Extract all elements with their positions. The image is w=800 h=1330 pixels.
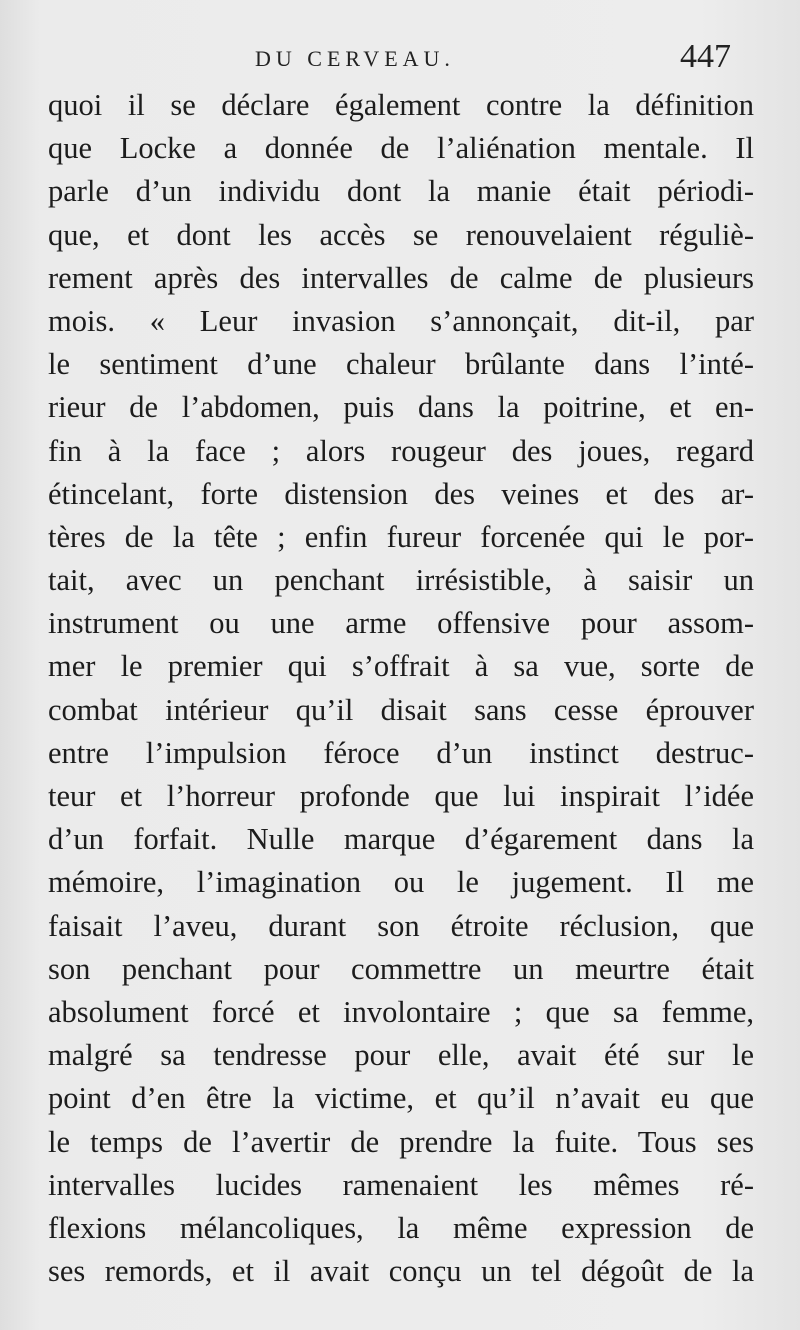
running-head [0, 38, 800, 82]
text-line: intervalles lucides ramenaient les mêmes ré- [48, 1167, 754, 1202]
text-line: que Locke a donnée de l’aliénation mentale. Il [48, 131, 754, 166]
text-line: le sentiment d’une chaleur brûlante dans l’inté- [48, 347, 754, 382]
text-line: mois. « Leur invasion s’annonçait, dit-il, par [48, 303, 754, 338]
text-line: absolument forcé et involontaire ; que sa femme, [48, 994, 754, 1029]
text-line: étincelant, forte distension des veines et des ar- [48, 476, 754, 511]
text-line: son penchant pour commettre un meurtre était [48, 951, 754, 986]
text-line: rement après des intervalles de calme de plusieurs [48, 260, 754, 295]
text-line: tait, avec un penchant irrésistible, à saisir un [48, 563, 754, 598]
text-line: rieur de l’abdomen, puis dans la poitrine, et en- [48, 390, 754, 425]
text-line: quoi il se déclare également contre la définition [48, 88, 754, 122]
text-line: malgré sa tendresse pour elle, avait été sur le [48, 1038, 754, 1073]
text-line: instrument ou une arme offensive pour assom- [48, 606, 754, 641]
text-line: point d’en être la victime, et qu’il n’avait eu que [48, 1081, 754, 1116]
text-line: ses remords, et il avait conçu un tel dégoût de la [48, 1254, 754, 1289]
text-line: tères de la tête ; enfin fureur forcenée qui le por- [48, 519, 754, 554]
text-line: le temps de l’avertir de prendre la fuite. Tous ses [48, 1124, 754, 1159]
text-line: combat intérieur qu’il disait sans cesse éprouver [48, 692, 754, 727]
text-line: d’un forfait. Nulle marque d’égarement dans la [48, 822, 754, 857]
text-line: mer le premier qui s’offrait à sa vue, sorte de [48, 649, 754, 684]
body-text [48, 84, 754, 1293]
text-line: teur et l’horreur profonde que lui inspirait l’idée [48, 779, 754, 813]
text-line: que, et dont les accès se renouvelaient réguliè- [48, 217, 754, 252]
text-line: fin à la face ; alors rougeur des joues, regard [48, 433, 754, 468]
running-title: DU CERVEAU. [255, 46, 455, 71]
page-number: 447 [680, 38, 731, 75]
text-line: parle d’un individu dont la manie était périodi- [48, 174, 754, 209]
text-line: faisait l’aveu, durant son étroite réclusion, que [48, 908, 754, 943]
text-line: entre l’impulsion féroce d’un instinct destruc- [48, 735, 754, 770]
text-line: flexions mélancoliques, la même expression de [48, 1210, 754, 1245]
text-line: mémoire, l’imagination ou le jugement. Il me [48, 865, 754, 900]
